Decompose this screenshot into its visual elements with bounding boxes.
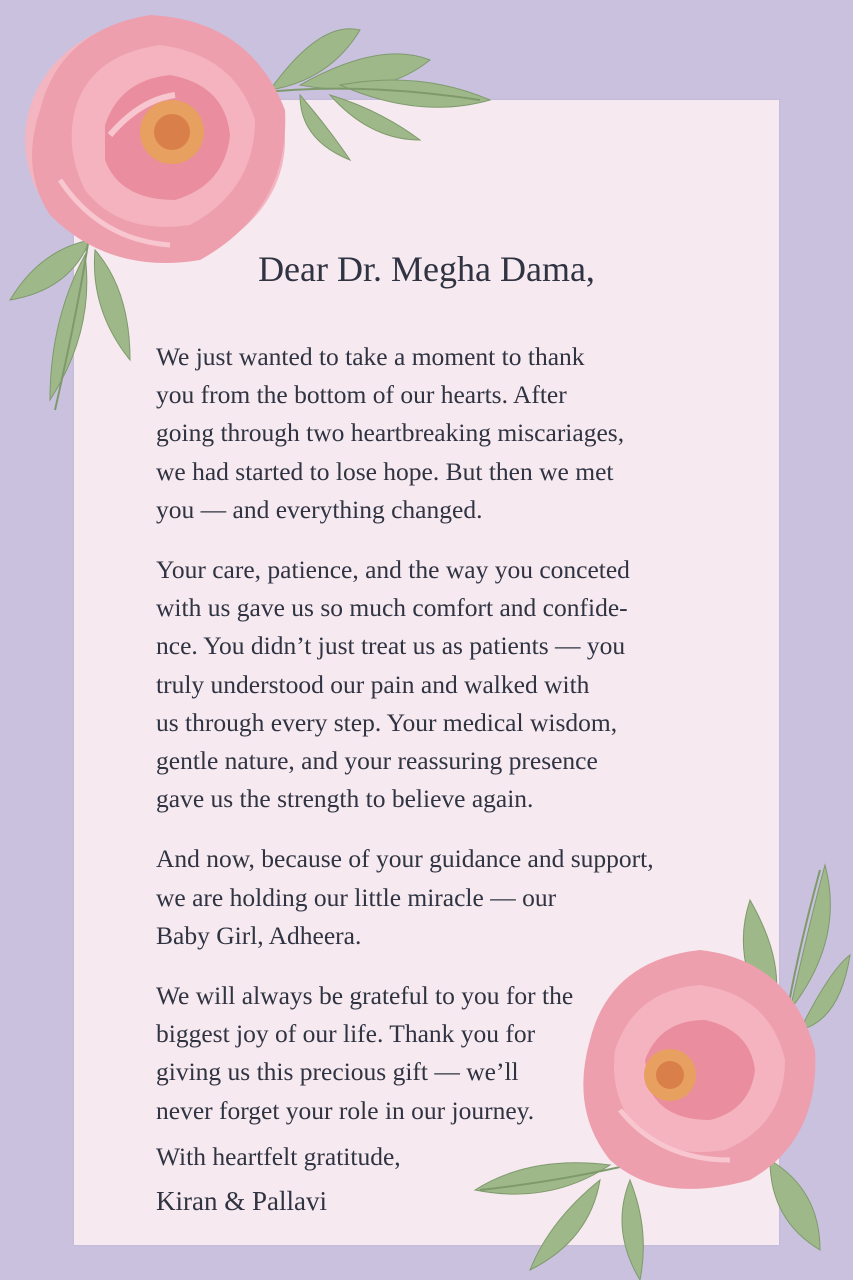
closing-line: With heartfelt gratitude, (156, 1142, 401, 1171)
paragraph (156, 338, 766, 529)
text-line: Your care, patience, and the way you conceted (156, 555, 630, 585)
text-line: we had started to lose hope. But then we met (156, 456, 614, 486)
paragraph (156, 977, 766, 1130)
text-line: you — and everything changed. (156, 494, 483, 524)
text-line: never forget your role in our journey. (156, 1095, 535, 1125)
salutation: Dear Dr. Megha Dama, (258, 249, 595, 289)
text-line: giving us this precious gift — we’ll (156, 1057, 519, 1087)
text-line: gave us the strength to believe again. (156, 784, 534, 814)
text-line: We just wanted to take a moment to thank (156, 342, 585, 371)
text-line: you from the bottom of our hearts. After (156, 380, 567, 410)
letter-closing (156, 1138, 401, 1220)
text-line: going through two heartbreaking miscariages, (156, 418, 625, 448)
paragraph (156, 840, 766, 955)
text-line: We will always be grateful to you for the (156, 981, 574, 1011)
letter-body (156, 338, 766, 1152)
text-line: with us gave us so much comfort and confide- (156, 593, 628, 623)
text-line: And now, because of your guidance and support, (156, 844, 654, 874)
text-line: us through every step. Your medical wisdom, (156, 707, 618, 737)
text-line: Baby Girl, Adheera. (156, 920, 362, 950)
text-line: nce. You didn’t just treat us as patients — you (156, 631, 626, 661)
text-line: truly understood our pain and walked with (156, 669, 590, 699)
text-line: we are holding our little miracle — our (156, 882, 557, 912)
signature: Kiran & Pallavi (156, 1186, 327, 1216)
text-line: biggest joy of our life. Thank you for (156, 1019, 536, 1049)
text-line: gentle nature, and your reassuring presence (156, 746, 598, 776)
paragraph (156, 551, 766, 818)
